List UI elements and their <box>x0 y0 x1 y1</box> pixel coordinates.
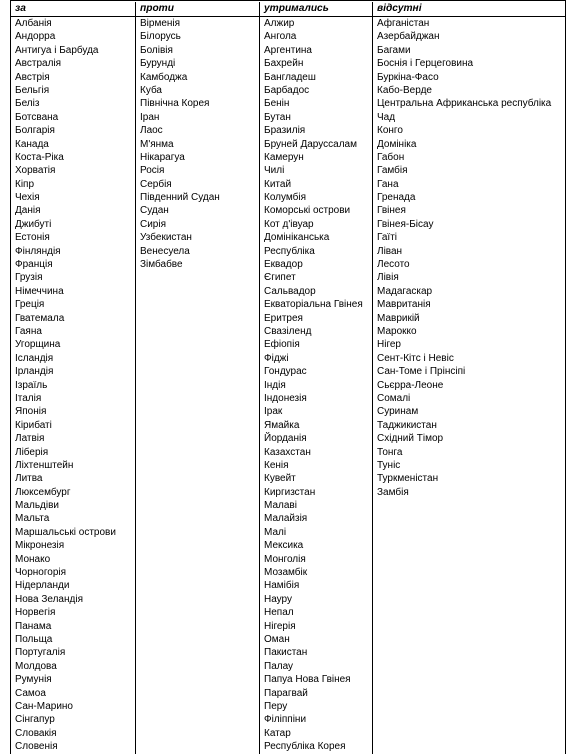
country-cell: Румунія <box>15 674 52 686</box>
country-cell: Барбадос <box>264 84 310 96</box>
country-cell: Гватемала <box>15 312 65 324</box>
country-cell: Нікарагуа <box>140 151 185 163</box>
column-for <box>11 2 135 754</box>
country-cell: Домініканська <box>264 232 330 244</box>
country-cell: Мікронезія <box>15 540 65 552</box>
country-cell: Пакистан <box>264 647 308 659</box>
country-cell: Бангладеш <box>264 71 316 83</box>
column-absent <box>372 2 565 754</box>
country-cell: Туніс <box>377 459 401 471</box>
country-cell: Ізраїль <box>15 379 48 391</box>
country-cell: Афганістан <box>377 18 430 29</box>
country-cell: Оман <box>264 633 290 645</box>
country-cell: Тонга <box>377 446 403 458</box>
vote-table <box>10 0 566 754</box>
column-header-against: проти <box>136 2 259 17</box>
country-cell: Екваторіальна Гвінея <box>264 299 363 311</box>
country-cell: Болгарія <box>15 125 55 137</box>
country-cell: Південний Судан <box>140 192 220 204</box>
country-cell: Коста-Ріка <box>15 151 64 163</box>
country-cell: Норвегія <box>15 607 56 619</box>
country-cell: Таджикистан <box>377 419 437 431</box>
country-cell: Греція <box>15 299 45 311</box>
country-cell: Угорщина <box>15 339 61 351</box>
country-cell: Кабо-Верде <box>377 84 432 96</box>
country-cell: Гвінея <box>377 205 406 217</box>
country-cell: Кірибаті <box>15 419 52 431</box>
country-cell: Нігер <box>377 339 401 351</box>
country-cell: Алжир <box>264 18 295 29</box>
country-cell: Еритрея <box>264 312 303 324</box>
country-cell: Сальвадор <box>264 285 316 297</box>
country-cell: Філіппіни <box>264 714 307 726</box>
country-cell: Республіка <box>264 245 315 257</box>
country-cell: Ліберія <box>15 446 49 458</box>
country-cell: Канада <box>15 138 49 150</box>
country-cell: Нігерія <box>264 620 296 632</box>
country-cell: Данія <box>15 205 41 217</box>
country-cell: Португалія <box>15 647 66 659</box>
country-cell: Маршальські острови <box>15 526 116 538</box>
country-cell: Єгипет <box>264 272 296 284</box>
country-cell: Австралія <box>15 58 62 70</box>
country-cell: Перу <box>264 700 288 712</box>
country-cell: Бурунді <box>140 58 176 70</box>
country-cell: Чехія <box>15 192 40 204</box>
country-cell: Буркіна-Фасо <box>377 71 439 83</box>
country-cell: Китай <box>264 178 292 190</box>
country-cell: Люксембург <box>15 486 71 498</box>
country-cell: Республіка Корея <box>264 741 346 753</box>
country-cell: Мавританія <box>377 299 431 311</box>
country-cell: Кенія <box>264 459 289 471</box>
country-cell: Науру <box>264 593 293 605</box>
country-cell: Беліз <box>15 98 40 110</box>
country-cell: Італія <box>15 392 42 404</box>
country-cell: Кіпр <box>15 178 35 190</box>
country-cell: Словакія <box>15 727 57 739</box>
country-cell: Сент-Кітс і Невіс <box>377 352 454 364</box>
country-cell: Колумбія <box>264 192 307 204</box>
country-cell: Хорватія <box>15 165 56 177</box>
country-cell: Центральна Африканська республіка <box>377 98 552 110</box>
country-cell: Судан <box>140 205 169 217</box>
country-cell: Ліхтенштейн <box>15 459 74 471</box>
country-cell: Венесуела <box>140 245 190 257</box>
country-cell: Австрія <box>15 71 50 83</box>
country-cell: Сомалі <box>377 392 411 404</box>
country-cell: Фіджі <box>264 352 289 364</box>
country-cell: Польща <box>15 633 53 645</box>
country-cell: Намібія <box>264 580 300 592</box>
country-cell: Суринам <box>377 406 419 418</box>
country-cell: Ямайка <box>264 419 300 431</box>
country-cell: Латвія <box>15 433 45 445</box>
country-cell: Панама <box>15 620 52 632</box>
country-cell: Албанія <box>15 18 52 29</box>
country-cell: Молдова <box>15 660 57 672</box>
country-cell: Бенін <box>264 98 290 110</box>
country-cell: Фінляндія <box>15 245 61 257</box>
country-cell: Антигуа і Барбуда <box>15 44 99 56</box>
country-cell: Камерун <box>264 151 304 163</box>
country-cell: Камбоджа <box>140 71 188 83</box>
country-cell: Японія <box>15 406 47 418</box>
country-cell: Мальдіви <box>15 500 60 512</box>
country-cell: Індонезія <box>264 392 307 404</box>
column-list-absent <box>373 17 565 499</box>
country-cell: Вірменія <box>140 18 181 29</box>
country-cell: Гондурас <box>264 366 307 378</box>
country-cell: Чад <box>377 111 396 123</box>
country-cell: Ісландія <box>15 352 54 364</box>
country-cell: Кот д'івуар <box>264 218 314 230</box>
column-list-for <box>11 17 135 753</box>
country-cell: Папуа Нова Гвінея <box>264 674 351 686</box>
country-cell: Казахстан <box>264 446 311 458</box>
country-cell: Киргизстан <box>264 486 316 498</box>
country-cell: Мозамбік <box>264 567 308 579</box>
country-cell: Непал <box>264 607 294 619</box>
country-cell: Грузія <box>15 272 43 284</box>
country-cell: Зімбабве <box>140 259 183 271</box>
country-cell: Малайзія <box>264 513 308 525</box>
country-cell: Мальта <box>15 513 50 525</box>
country-cell: Ліван <box>377 245 403 257</box>
country-cell: Гана <box>377 178 399 190</box>
country-cell: Аргентина <box>264 44 312 56</box>
country-cell: Бахрейн <box>264 58 304 70</box>
country-cell: Монголія <box>264 553 306 565</box>
country-cell: Сьєрра-Леоне <box>377 379 444 391</box>
country-cell: Литва <box>15 473 43 485</box>
country-cell: Парагвай <box>264 687 308 699</box>
country-cell: Іран <box>140 111 160 123</box>
country-cell: Естонія <box>15 232 50 244</box>
country-cell: Ірландія <box>15 366 54 378</box>
country-cell: Бельгія <box>15 84 50 96</box>
country-cell: Узбекистан <box>140 232 192 244</box>
country-cell: Бутан <box>264 111 291 123</box>
country-cell: Багами <box>377 44 411 56</box>
country-cell: Ангола <box>264 31 297 43</box>
country-cell: Сербія <box>140 178 172 190</box>
country-cell: Самоа <box>15 687 46 699</box>
country-cell: Сан-Марино <box>15 700 73 712</box>
country-cell: Лаос <box>140 125 163 137</box>
country-cell: Йорданія <box>264 433 307 445</box>
country-cell: Мадагаскар <box>377 285 433 297</box>
country-cell: Сирія <box>140 218 167 230</box>
country-cell: Лесото <box>377 259 410 271</box>
country-cell: Німеччина <box>15 285 64 297</box>
country-cell: Боснія і Герцеговина <box>377 58 474 70</box>
country-cell: Малаві <box>264 500 297 512</box>
country-cell: Джибуті <box>15 218 52 230</box>
column-against <box>135 2 259 754</box>
country-cell: Гвінея-Бісау <box>377 218 434 230</box>
country-cell: Білорусь <box>140 31 181 43</box>
country-cell: Франція <box>15 259 53 271</box>
country-cell: Нова Зеландія <box>15 593 83 605</box>
country-cell: Коморські острови <box>264 205 351 217</box>
country-cell: М'янма <box>140 138 174 150</box>
country-cell: Лівія <box>377 272 399 284</box>
column-list-abstained <box>260 17 372 753</box>
country-cell: Туркменістан <box>377 473 439 485</box>
column-abstained <box>259 2 372 754</box>
country-cell: Гаяна <box>15 325 42 337</box>
country-cell: Мексика <box>264 540 304 552</box>
country-cell: Катар <box>264 727 291 739</box>
country-cell: Кувейт <box>264 473 296 485</box>
country-cell: Куба <box>140 84 162 96</box>
country-cell: Монако <box>15 553 51 565</box>
country-cell: Чилі <box>264 165 285 177</box>
country-cell: Гаїті <box>377 232 397 244</box>
country-cell: Маврикій <box>377 312 420 324</box>
country-cell: Габон <box>377 151 405 163</box>
country-cell: Сан-Томе і Прінсіпі <box>377 366 466 378</box>
country-cell: Ірак <box>264 406 283 418</box>
country-cell: Замбія <box>377 486 409 498</box>
country-cell: Гамбія <box>377 165 408 177</box>
country-cell: Марокко <box>377 325 417 337</box>
country-cell: Ефіопія <box>264 339 300 351</box>
column-header-abstained: утримались <box>260 2 372 17</box>
country-cell: Малі <box>264 526 287 538</box>
country-cell: Росія <box>140 165 165 177</box>
country-cell: Чорногорія <box>15 567 67 579</box>
country-cell: Словенія <box>15 741 58 753</box>
column-header-for: за <box>11 2 135 17</box>
country-cell: Сінгапур <box>15 714 55 726</box>
country-cell: Болівія <box>140 44 173 56</box>
country-cell: Еквадор <box>264 259 303 271</box>
country-cell: Індія <box>264 379 286 391</box>
country-cell: Ботсвана <box>15 111 59 123</box>
country-cell: Нідерланди <box>15 580 70 592</box>
column-list-against <box>136 17 259 271</box>
country-cell: Палау <box>264 660 294 672</box>
country-cell: Конго <box>377 125 403 137</box>
country-cell: Східний Тімор <box>377 433 444 445</box>
country-cell: Андорра <box>15 31 56 43</box>
country-cell: Гренада <box>377 192 416 204</box>
country-cell: Свазіленд <box>264 325 312 337</box>
country-cell: Бруней Даруссалам <box>264 138 357 150</box>
country-cell: Азербайджан <box>377 31 440 43</box>
column-header-absent: відсутні <box>373 2 565 17</box>
country-cell: Північна Корея <box>140 98 210 110</box>
country-cell: Домініка <box>377 138 417 150</box>
country-cell: Бразилія <box>264 125 306 137</box>
